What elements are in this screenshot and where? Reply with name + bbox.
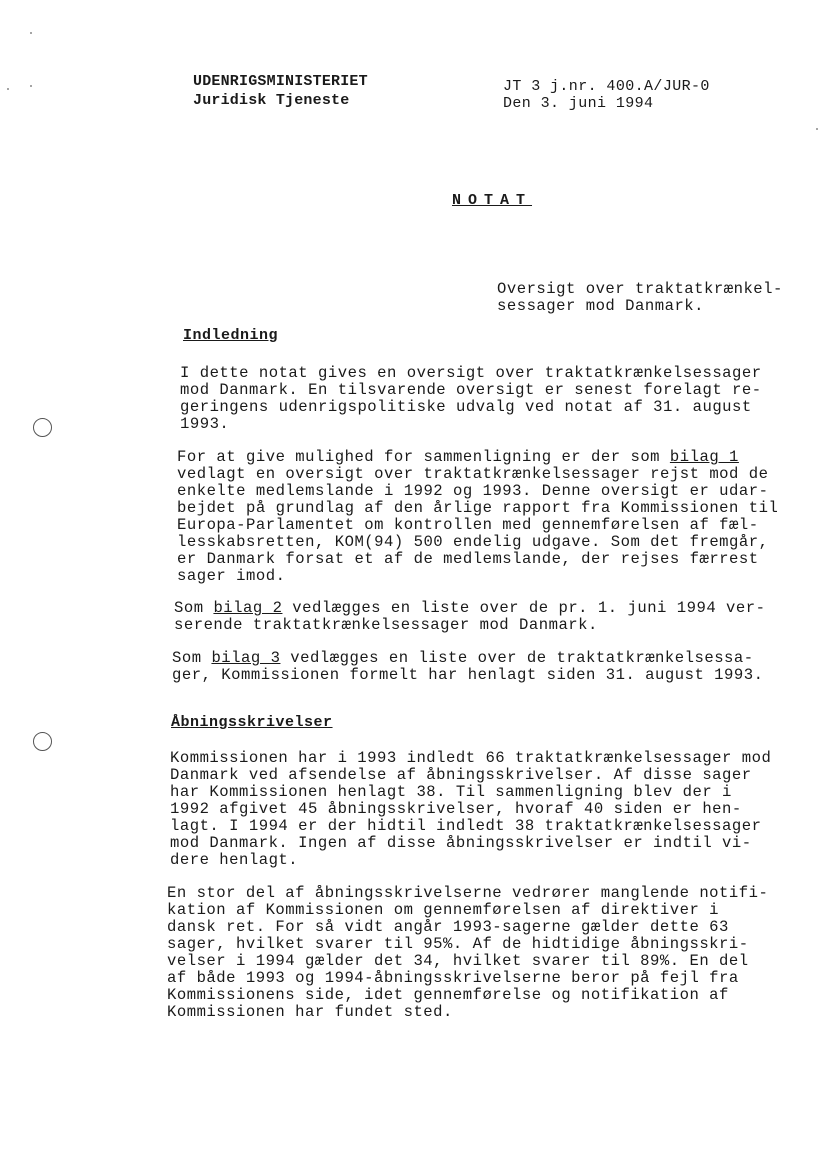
section-heading-indledning: Indledning: [183, 327, 279, 344]
paragraph-intro-2: [177, 449, 807, 585]
paragraph-text: For at give mulighed for sammenligning er der som: [177, 448, 670, 466]
reference-block: [503, 78, 710, 112]
section-heading-abningsskrivelser: Åbningsskrivelser: [171, 714, 333, 731]
ministry-name: UDENRIGSMINISTERIET: [193, 73, 368, 90]
paragraph-text: Som: [174, 599, 214, 617]
paragraph-letters-1: Kommissionen har i 1993 indledt 66 traktatkrænkelsessager mod Danmark ved afsendelse af åbningsskrivelser. Af disse sager har Kommissionen henlagt 38. Til sammenligning blev der i 1992 afgivet 45 åbningsskrivelser, hvoraf 40 siden er hen- lagt. I 1994 er der hidtil indledt 38 traktatkrænkelsessager mod Danmark. Ingen af disse åbningsskrivelser er indtil vi- dere henlagt.: [170, 749, 772, 869]
paragraph-text: Som: [172, 649, 212, 667]
punch-hole-top: [33, 418, 52, 437]
paragraph-text: vedlagt en oversigt over traktatkrænkelsessager rejst mod de enkelte medlemslande i 1992 og 1993. Denne oversigt er udar- bejdet på grundlag af den årlige rapport fra Kommissionen til Europa-Parlamentet om kontrollen med gennemførelsen af fæl- lesskabsretten, KOM(94) 500 endelig udgave. Som det fremgår, er Danmark forsat et af de medlemslande, der rejses færrest sager imod.: [177, 465, 779, 585]
document-title: NOTAT: [452, 192, 533, 209]
paragraph-intro-4: [172, 650, 812, 684]
scan-speck: [7, 88, 9, 90]
paragraph-text: vedlægges en liste over de pr. 1. juni 1994 ver- serende traktatkrænkelsessager mod Danmark.: [174, 599, 766, 634]
document-subject: Oversigt over traktatkrænkel- sessager mod Danmark.: [497, 280, 783, 315]
bilag-2-reference: bilag 2: [213, 599, 283, 617]
paragraph-letters-2: En stor del af åbningsskrivelserne vedrører manglende notifi- kation af Kommissionen om gennemførelsen af direktiver i dansk ret. For så vidt angår 1993-sagerne gælder dette 63 sager, hvilket svarer til 95%. Af de hidtidige åbningsskri- velser i 1994 gælder det 34, hvilket svarer til 89%. En del af både 1993 og 1994-åbningsskrivelserne beror på fejl fra Kommissionens side, idet gennemførelse og notifikation af Kommissionen har fundet sted.: [167, 884, 769, 1021]
scan-speck: [816, 128, 818, 130]
journal-number: JT 3 j.nr. 400.A/JUR-0: [503, 78, 710, 95]
bilag-3-reference: bilag 3: [211, 649, 281, 667]
paragraph-text: vedlægges en liste over de traktatkrænkelsessa- ger, Kommissionen formelt har henlagt siden 31. august 1993.: [172, 649, 764, 684]
ministry-header: [193, 72, 368, 110]
punch-hole-bottom: [33, 732, 52, 751]
document-date: Den 3. juni 1994: [503, 95, 654, 112]
paragraph-intro-1: I dette notat gives en oversigt over traktatkrænkelsessager mod Danmark. En tilsvarende oversigt er senest forelagt re- geringens udenrigspolitiske udvalg ved notat af 31. august 1993.: [180, 364, 762, 433]
scan-speck: [30, 85, 32, 87]
department-name: Juridisk Tjeneste: [193, 92, 350, 109]
bilag-1-reference: bilag 1: [669, 448, 739, 466]
scan-speck: [30, 32, 32, 34]
paragraph-intro-3: [174, 600, 804, 634]
